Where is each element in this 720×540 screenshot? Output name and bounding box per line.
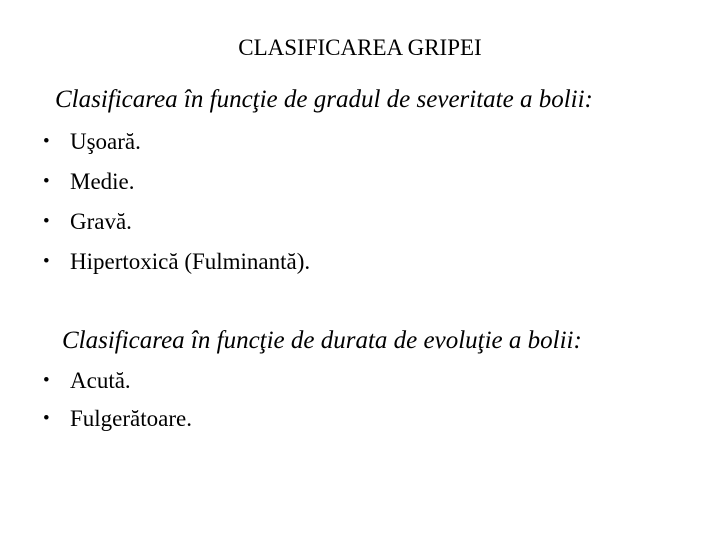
duration-heading: Clasificarea în funcţie de durata de evoluţie a bolii: <box>62 327 582 354</box>
severity-heading: Clasificarea în funcţie de gradul de severitate a bolii: <box>55 86 593 113</box>
list-item-text: Fulgerătoare. <box>70 406 192 431</box>
bullet: • <box>43 370 50 391</box>
list-item-text: Acută. <box>70 368 131 393</box>
slide-title: CLASIFICAREA GRIPEI <box>238 35 482 60</box>
bullet: • <box>43 211 50 232</box>
list-item-text: Uşoară. <box>70 129 141 154</box>
bullet: • <box>43 251 50 272</box>
bullet: • <box>43 408 50 429</box>
list-item-text: Medie. <box>70 169 135 194</box>
list-item-text: Gravă. <box>70 209 132 234</box>
bullet: • <box>43 171 50 192</box>
bullet: • <box>43 131 50 152</box>
list-item-text: Hipertoxică (Fulminantă). <box>70 249 311 274</box>
